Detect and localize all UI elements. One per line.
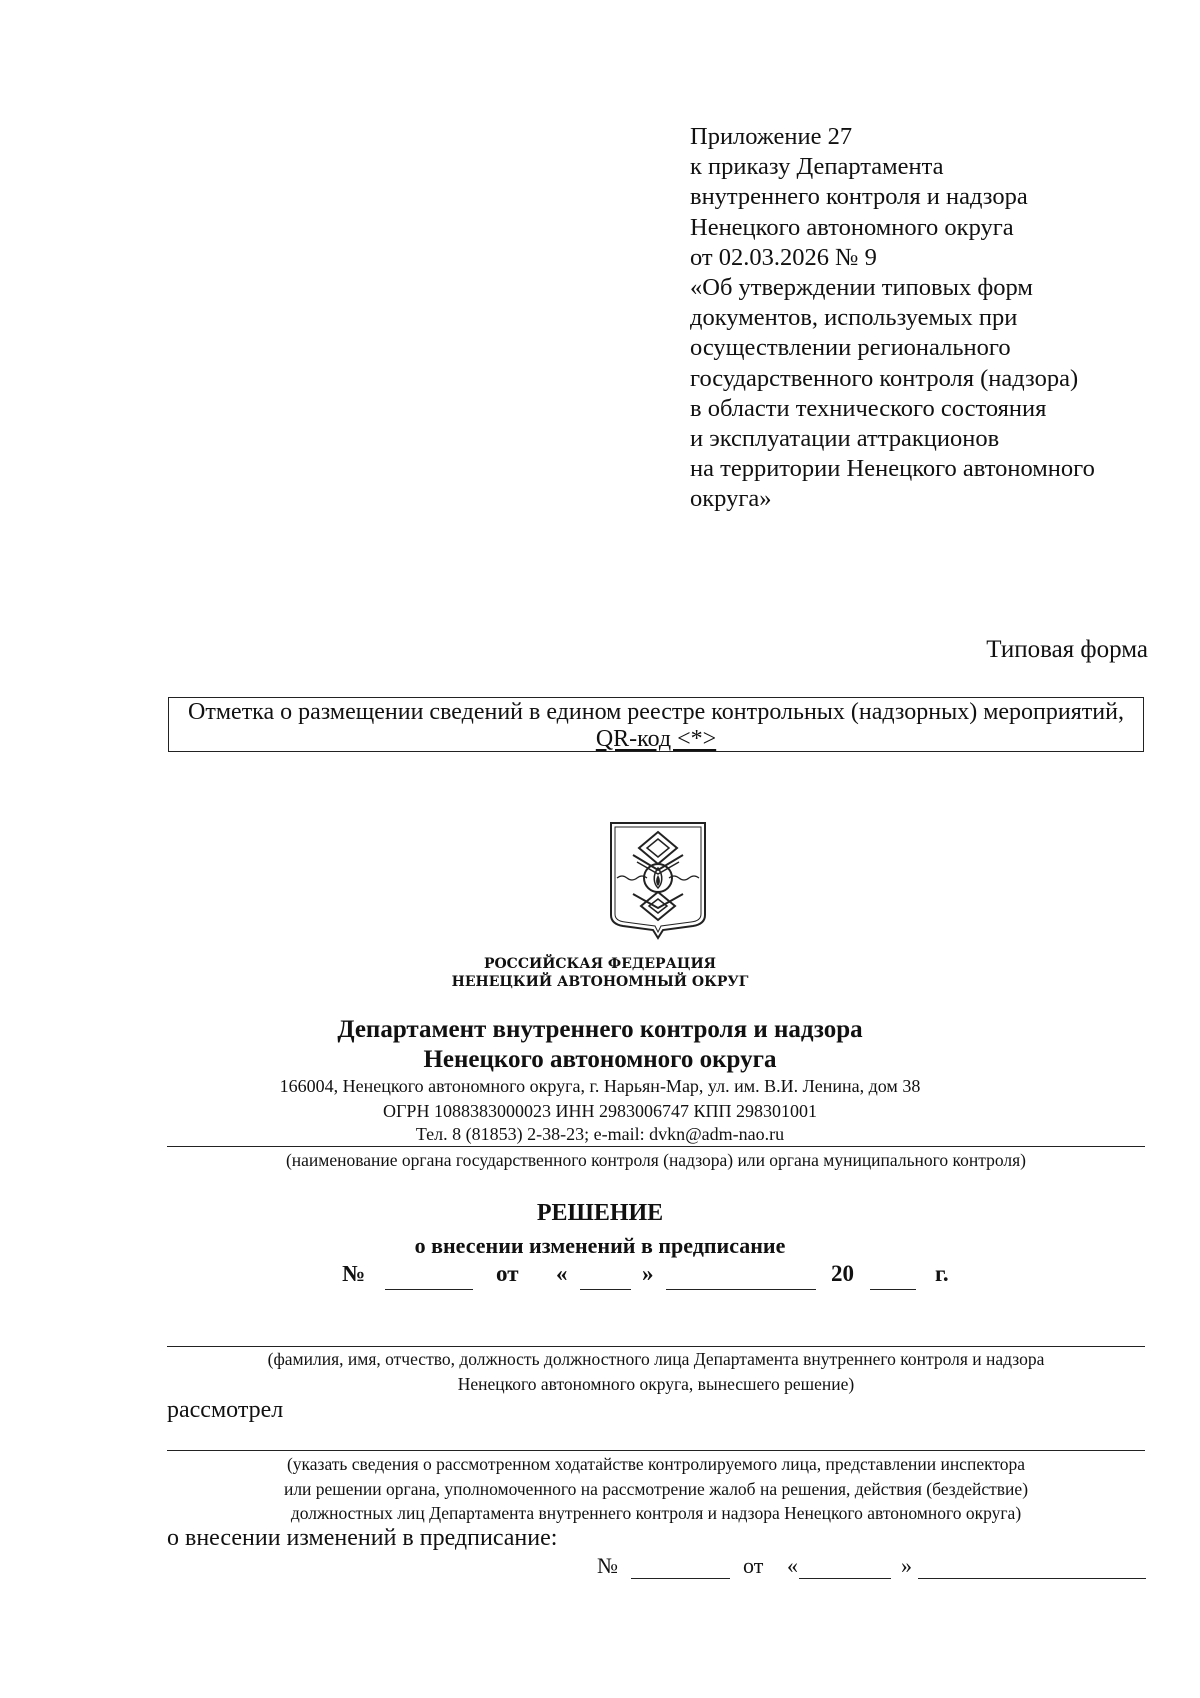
appendix-line: и эксплуатации аттракционов	[690, 425, 1000, 453]
header-country: РОССИЙСКАЯ ФЕДЕРАЦИЯ	[483, 956, 717, 972]
form-type-label: Типовая форма	[986, 636, 1148, 663]
appendix-line: в области технического состояния	[690, 394, 1047, 422]
appendix-line: документов, используемых при	[690, 304, 1018, 332]
official-caption-1: (фамилия, имя, отчество, должность должностного лица Департамента внутреннего контроля и надзора	[267, 1349, 1045, 1369]
coat-of-arms-icon	[607, 820, 709, 940]
prescription-day-field[interactable]	[799, 1578, 891, 1579]
decision-number-label: №	[342, 1261, 366, 1286]
petition-caption-2: или решении органа, уполномоченного на рассмотрение жалоб на решения, действия (бездействие)	[283, 1479, 1029, 1499]
prescription-intro: о внесении изменений в предписание:	[167, 1525, 558, 1551]
appendix-line: к приказу Департамента	[690, 153, 944, 181]
appendix-line: государственного контроля (надзора)	[690, 364, 1079, 392]
petition-caption-1: (указать сведения о рассмотренном ходатайстве контролируемого лица, представлении инспектора	[286, 1454, 1026, 1474]
appendix-line: внутреннего контроля и надзора	[690, 183, 1028, 211]
appendix-line: осуществлении регионального	[690, 334, 1011, 362]
registry-mark-box	[168, 697, 1144, 752]
decision-title: РЕШЕНИЕ	[536, 1200, 664, 1226]
prescription-number-label: №	[597, 1553, 618, 1578]
department-name-line1: Департамент внутреннего контроля и надзора	[337, 1016, 863, 1043]
registry-mark-line1: Отметка о размещении сведений в едином реестре контрольных (надзорных) мероприятий,	[188, 699, 1124, 725]
prescription-date-field[interactable]	[918, 1578, 1146, 1579]
decision-century: 20	[831, 1261, 854, 1286]
petition-field[interactable]	[167, 1450, 1145, 1451]
coat-of-arms-icon-svg	[607, 820, 709, 940]
prescription-quote-open: «	[787, 1553, 798, 1578]
appendix-block	[690, 122, 1170, 515]
department-contacts: Тел. 8 (81853) 2-38-23; e-mail: dvkn@adm-nao.ru	[415, 1124, 785, 1144]
decision-from-label: от	[496, 1261, 519, 1286]
prescription-from-label: от	[743, 1553, 764, 1578]
department-name-line2: Ненецкого автономного округа	[423, 1046, 777, 1073]
decision-year-suffix: г.	[935, 1261, 949, 1286]
decision-day-field[interactable]	[580, 1289, 631, 1290]
official-field[interactable]	[167, 1346, 1145, 1347]
prescription-number-field[interactable]	[631, 1578, 730, 1579]
appendix-line: Ненецкого автономного округа	[690, 213, 1014, 241]
appendix-line: Приложение 27	[690, 123, 853, 150]
decision-subtitle: о внесении изменений в предписание	[414, 1233, 786, 1258]
department-ids: ОГРН 1088383000023 ИНН 2983006747 КПП 298301001	[383, 1101, 817, 1121]
appendix-line: округа»	[690, 485, 772, 513]
org-name-caption: (наименование органа государственного контроля (надзора) или органа муниципального контроля)	[285, 1150, 1027, 1170]
org-name-line	[167, 1146, 1145, 1147]
department-address: 166004, Ненецкого автономного округа, г. Нарьян-Мар, ул. им. В.И. Ленина, дом 38	[279, 1076, 921, 1096]
decision-month-field[interactable]	[666, 1289, 816, 1290]
decision-quote-open: «	[556, 1261, 568, 1286]
official-caption-2: Ненецкого автономного округа, вынесшего решение)	[457, 1374, 855, 1394]
prescription-quote-close: »	[901, 1553, 912, 1578]
registry-mark-line2: QR-код <*>	[595, 726, 717, 752]
decision-number-field[interactable]	[385, 1289, 473, 1290]
petition-caption-3: должностных лиц Департамента внутреннего контроля и надзора Ненецкого автономного округа)	[290, 1503, 1022, 1523]
decision-year-field[interactable]	[870, 1289, 916, 1290]
appendix-line: на территории Ненецкого автономного	[690, 455, 1095, 483]
decision-quote-close: »	[642, 1261, 654, 1286]
considered-label: рассмотрел	[167, 1397, 284, 1423]
appendix-line: от 02.03.2026 № 9	[690, 243, 877, 271]
appendix-line: «Об утверждении типовых форм	[690, 274, 1033, 302]
header-region: НЕНЕЦКИЙ АВТОНОМНЫЙ ОКРУГ	[451, 974, 749, 990]
